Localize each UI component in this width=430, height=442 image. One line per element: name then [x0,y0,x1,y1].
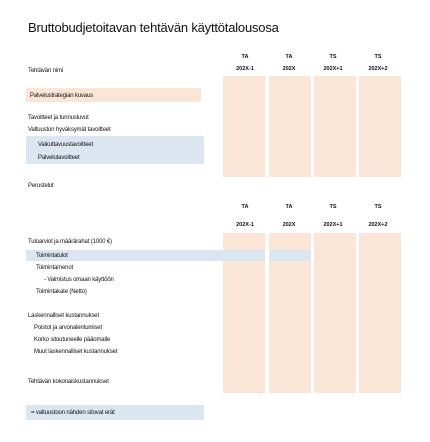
input-cell-col3-bottom[interactable] [314,233,356,393]
col2-header-2-type: TA [285,204,293,210]
input-cell-col1-top[interactable] [223,76,265,177]
task-name-label: Tehtävän nimi [28,68,64,74]
goals-label: Tavoitteet ja tunnusluvut [28,115,89,121]
depreciation-label: Poistot ja arvonalentumiset [34,325,102,331]
imputed-costs-label: Laskennalliset kustannukset [28,313,99,319]
total-costs-label: Tehtävän kokonaiskustannukset [28,379,109,385]
strategy-label: Palvelustrategian kuvaus [30,93,94,99]
col-header-3-year: 202X+1 [323,66,343,72]
operating-expenses-label: Toimintamenot [36,265,74,271]
operating-income-label: Toimintatulot [36,253,68,259]
col2-header-1-type: TA [241,204,249,210]
effectiveness-goals-label: Vaikuttavuustavoitteet [38,142,93,148]
col2-header-4-year: 202X+2 [368,222,388,228]
input-cell-col4-top[interactable] [359,76,401,177]
own-use-production-label: - Valmistus omaan käyttöön [44,277,114,283]
col2-header-2-year: 202X [282,222,296,228]
page-title: Bruttobudjetoitavan tehtävän käyttötalousosa [28,20,279,35]
legend-label: = valtuustoon nähden sitovat erät [31,410,115,416]
council-goals-label: Valtuuston hyväksymät tavoitteet [28,127,111,133]
input-cell-col4-bottom[interactable] [359,233,401,393]
col-header-1-type: TA [241,54,249,60]
col-header-4-year: 202X+2 [368,66,388,72]
input-cell-col2-top[interactable] [269,76,311,177]
col-header-1-year: 202X-1 [236,66,254,72]
col2-header-3-year: 202X+1 [323,222,343,228]
input-cell-col3-top[interactable] [314,76,356,177]
binding-revenue-row-col2[interactable] [269,250,311,261]
col-header-4-type: TS [374,54,382,60]
service-goals-label: Palvelutavoitteet [38,155,80,161]
other-imputed-costs-label: Muut laskennalliset kustannukset [34,349,118,355]
capital-interest-label: Korko sitoutuneelle pääomalle [34,337,111,343]
operating-margin-label: Toimintakate (Netto) [36,289,87,295]
col2-header-1-year: 202X-1 [236,222,254,228]
col-header-2-type: TA [285,54,293,60]
col2-header-3-type: TS [329,204,337,210]
col2-header-4-type: TS [374,204,382,210]
rationale-label: Perustelut [28,183,54,189]
revenue-estimates-label: Tuloarviot ja määrärahat (1000 €) [28,239,112,245]
col-header-2-year: 202X [282,66,296,72]
col-header-3-type: TS [329,54,337,60]
